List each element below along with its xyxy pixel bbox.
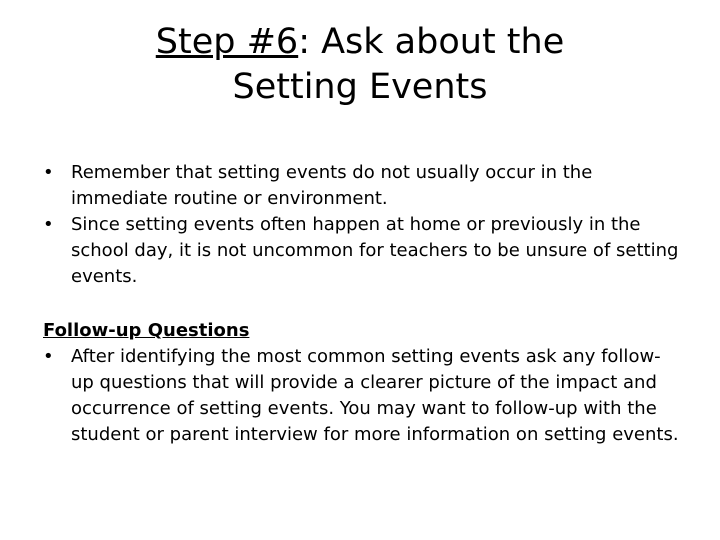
- title-line1-rest: : Ask about the: [298, 22, 565, 62]
- slide-body: [43, 160, 683, 448]
- bullet-item: [43, 344, 683, 448]
- bullet-item: [43, 212, 683, 290]
- title-line2: Setting Events: [232, 67, 488, 107]
- bullet-marker: •: [43, 214, 54, 235]
- bullet-list: [43, 160, 683, 290]
- bullet-text: Remember that setting events do not usually occur in the immediate routine or environment.: [71, 162, 593, 209]
- bullet-text: Since setting events often happen at home or previously in the school day, it is not uncommon for teachers to be unsure of setting events.: [71, 214, 679, 287]
- bullet-text: After identifying the most common setting events ask any follow-up questions that will provide a clearer picture of the impact and occurrence of setting events. You may want to follow-up with the student or parent interview for more information on setting events.: [71, 346, 679, 445]
- title-step-label: Step #6: [155, 22, 299, 62]
- bullet-item: [43, 160, 683, 212]
- followup-bullet-list: [43, 344, 683, 448]
- slide-title: [0, 20, 720, 110]
- followup-heading: Follow-up Questions: [43, 320, 250, 341]
- bullet-marker: •: [43, 346, 54, 367]
- bullet-marker: •: [43, 162, 54, 183]
